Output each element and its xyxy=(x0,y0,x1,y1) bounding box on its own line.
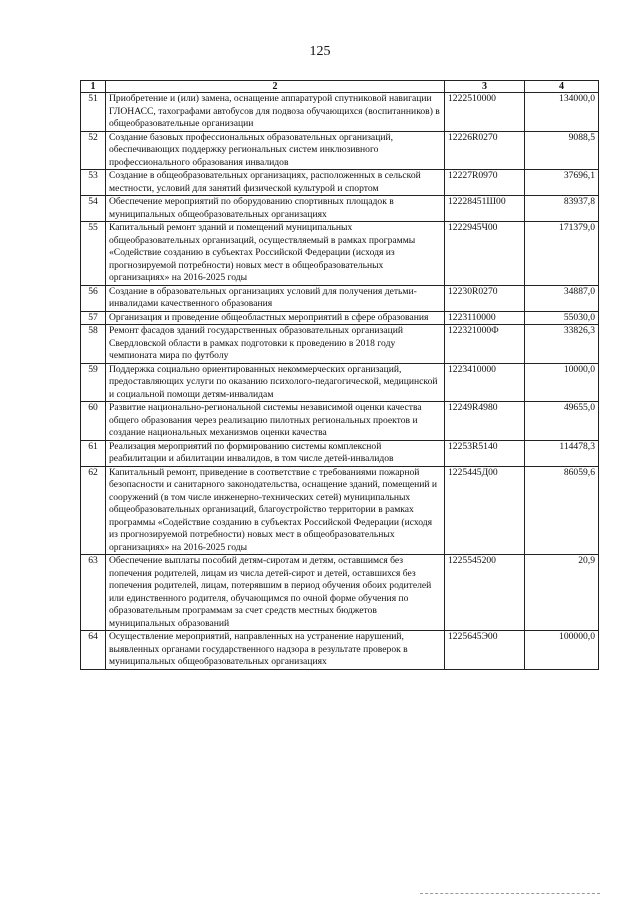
table-row xyxy=(81,631,599,670)
row-amount: 34887,0 xyxy=(525,285,599,311)
row-amount: 55030,0 xyxy=(525,311,599,325)
row-number: 63 xyxy=(81,555,106,631)
column-header-2: 2 xyxy=(106,81,445,93)
table-row xyxy=(81,440,599,466)
row-number: 59 xyxy=(81,363,106,402)
row-code: 12226R0270 xyxy=(445,131,525,170)
row-name: Капитальный ремонт зданий и помещений муниципальных общеобразовательных организаций, осуществляемый в рамках программы «Содействие созданию в субъектах Российской Федерации (исходя из прогнозируемой потребности) новых мест в общеобразовательных организациях» на 2016-2025 годы xyxy=(106,222,445,286)
row-code: 1222945Ч00 xyxy=(445,222,525,286)
row-amount: 37696,1 xyxy=(525,170,599,196)
table-header xyxy=(81,81,599,93)
table-row xyxy=(81,311,599,325)
row-amount: 49655,0 xyxy=(525,402,599,441)
column-header-4: 4 xyxy=(525,81,599,93)
row-code: 1225445Д00 xyxy=(445,466,525,555)
row-number: 57 xyxy=(81,311,106,325)
row-amount: 171379,0 xyxy=(525,222,599,286)
table-row xyxy=(81,131,599,170)
row-code: 12253R5140 xyxy=(445,440,525,466)
table-row xyxy=(81,196,599,222)
row-name: Создание в образовательных организациях условий для получения детьми-инвалидами качественного образования xyxy=(106,285,445,311)
row-amount: 9088,5 xyxy=(525,131,599,170)
row-code: 1222510000 xyxy=(445,93,525,132)
table-row xyxy=(81,325,599,364)
row-amount: 100000,0 xyxy=(525,631,599,670)
row-name: Поддержка социально ориентированных некоммерческих организаций, предоставляющих услуги по оказанию психолого-педагогической, медицинской и социальной помощи детям-инвалидам xyxy=(106,363,445,402)
row-number: 53 xyxy=(81,170,106,196)
budget-table xyxy=(80,80,599,670)
row-code: 12230R0270 xyxy=(445,285,525,311)
row-number: 64 xyxy=(81,631,106,670)
row-number: 58 xyxy=(81,325,106,364)
row-amount: 134000,0 xyxy=(525,93,599,132)
row-name: Организация и проведение общеобластных мероприятий в сфере образования xyxy=(106,311,445,325)
row-number: 54 xyxy=(81,196,106,222)
row-amount: 114478,3 xyxy=(525,440,599,466)
table-body xyxy=(81,93,599,670)
row-number: 60 xyxy=(81,402,106,441)
row-code: 12249R4980 xyxy=(445,402,525,441)
row-name: Капитальный ремонт, приведение в соответствие с требованиями пожарной безопасности и санитарного законодательства, оснащение зданий, помещений и сооружений (в том числе инженерно-технических сетей) муниципальных общеобразовательных организаций, благоустройство территории в рамках программы «Содействие созданию в субъектах Российской Федерации (исходя из прогнозируемой потребности) новых мест в общеобразовательных организациях» на 2016-2025 годы xyxy=(106,466,445,555)
table-row xyxy=(81,363,599,402)
footer-divider xyxy=(420,893,600,894)
table-header-row xyxy=(81,81,599,93)
page-number: 125 xyxy=(309,44,331,59)
row-name: Осуществление мероприятий, направленных на устранение нарушений, выявленных органами государственного надзора в результате проверок в муниципальных общеобразовательных организациях xyxy=(106,631,445,670)
table-row xyxy=(81,466,599,555)
table-row xyxy=(81,555,599,631)
row-number: 51 xyxy=(81,93,106,132)
table-row xyxy=(81,222,599,286)
row-name: Развитие национально-региональной системы независимой оценки качества общего образования через реализацию пилотных региональных проектов и создание национальных механизмов оценки качества xyxy=(106,402,445,441)
row-number: 56 xyxy=(81,285,106,311)
table-row xyxy=(81,285,599,311)
row-number: 52 xyxy=(81,131,106,170)
table-row xyxy=(81,402,599,441)
row-code: 122321000Ф xyxy=(445,325,525,364)
row-name: Обеспечение выплаты пособий детям-сиротам и детям, оставшимся без попечения родителей, лицам из числа детей-сирот и детей, оставшихся без попечения родителей, лицам, потерявшим в период обучения обоих родителей или единственного родителя, обучающимся по очной форме обучения по образовательным программам за счет средств местных бюджетов муниципальных образований xyxy=(106,555,445,631)
row-code: 1223110000 xyxy=(445,311,525,325)
row-name: Обеспечение мероприятий по оборудованию спортивных площадок в муниципальных общеобразовательных организациях xyxy=(106,196,445,222)
row-amount: 86059,6 xyxy=(525,466,599,555)
table-row xyxy=(81,170,599,196)
row-amount: 10000,0 xyxy=(525,363,599,402)
table-row xyxy=(81,93,599,132)
row-amount: 20,9 xyxy=(525,555,599,631)
row-code: 1225645Э00 xyxy=(445,631,525,670)
row-name: Реализация мероприятий по формированию системы комплексной реабилитации и абилитации инвалидов, в том числе детей-инвалидов xyxy=(106,440,445,466)
row-name: Создание базовых профессиональных образовательных организаций, обеспечивающих поддержку региональных систем инклюзивного профессионального образования инвалидов xyxy=(106,131,445,170)
column-header-1: 1 xyxy=(81,81,106,93)
row-number: 62 xyxy=(81,466,106,555)
row-amount: 33826,3 xyxy=(525,325,599,364)
row-number: 55 xyxy=(81,222,106,286)
row-amount: 83937,8 xyxy=(525,196,599,222)
row-code: 1225545200 xyxy=(445,555,525,631)
row-code: 1223410000 xyxy=(445,363,525,402)
row-name: Создание в общеобразовательных организациях, расположенных в сельской местности, условий для занятий физической культурой и спортом xyxy=(106,170,445,196)
row-number: 61 xyxy=(81,440,106,466)
row-name: Ремонт фасадов зданий государственных образовательных организаций Свердловской области в рамках подготовки к проведению в 2018 году чемпионата мира по футболу xyxy=(106,325,445,364)
row-code: 12227R0970 xyxy=(445,170,525,196)
column-header-3: 3 xyxy=(445,81,525,93)
row-code: 12228451Ш00 xyxy=(445,196,525,222)
row-name: Приобретение и (или) замена, оснащение аппаратурой спутниковой навигации ГЛОНАСС, тахографами автобусов для подвоза обучающихся (воспитанников) в общеобразовательные организации xyxy=(106,93,445,132)
